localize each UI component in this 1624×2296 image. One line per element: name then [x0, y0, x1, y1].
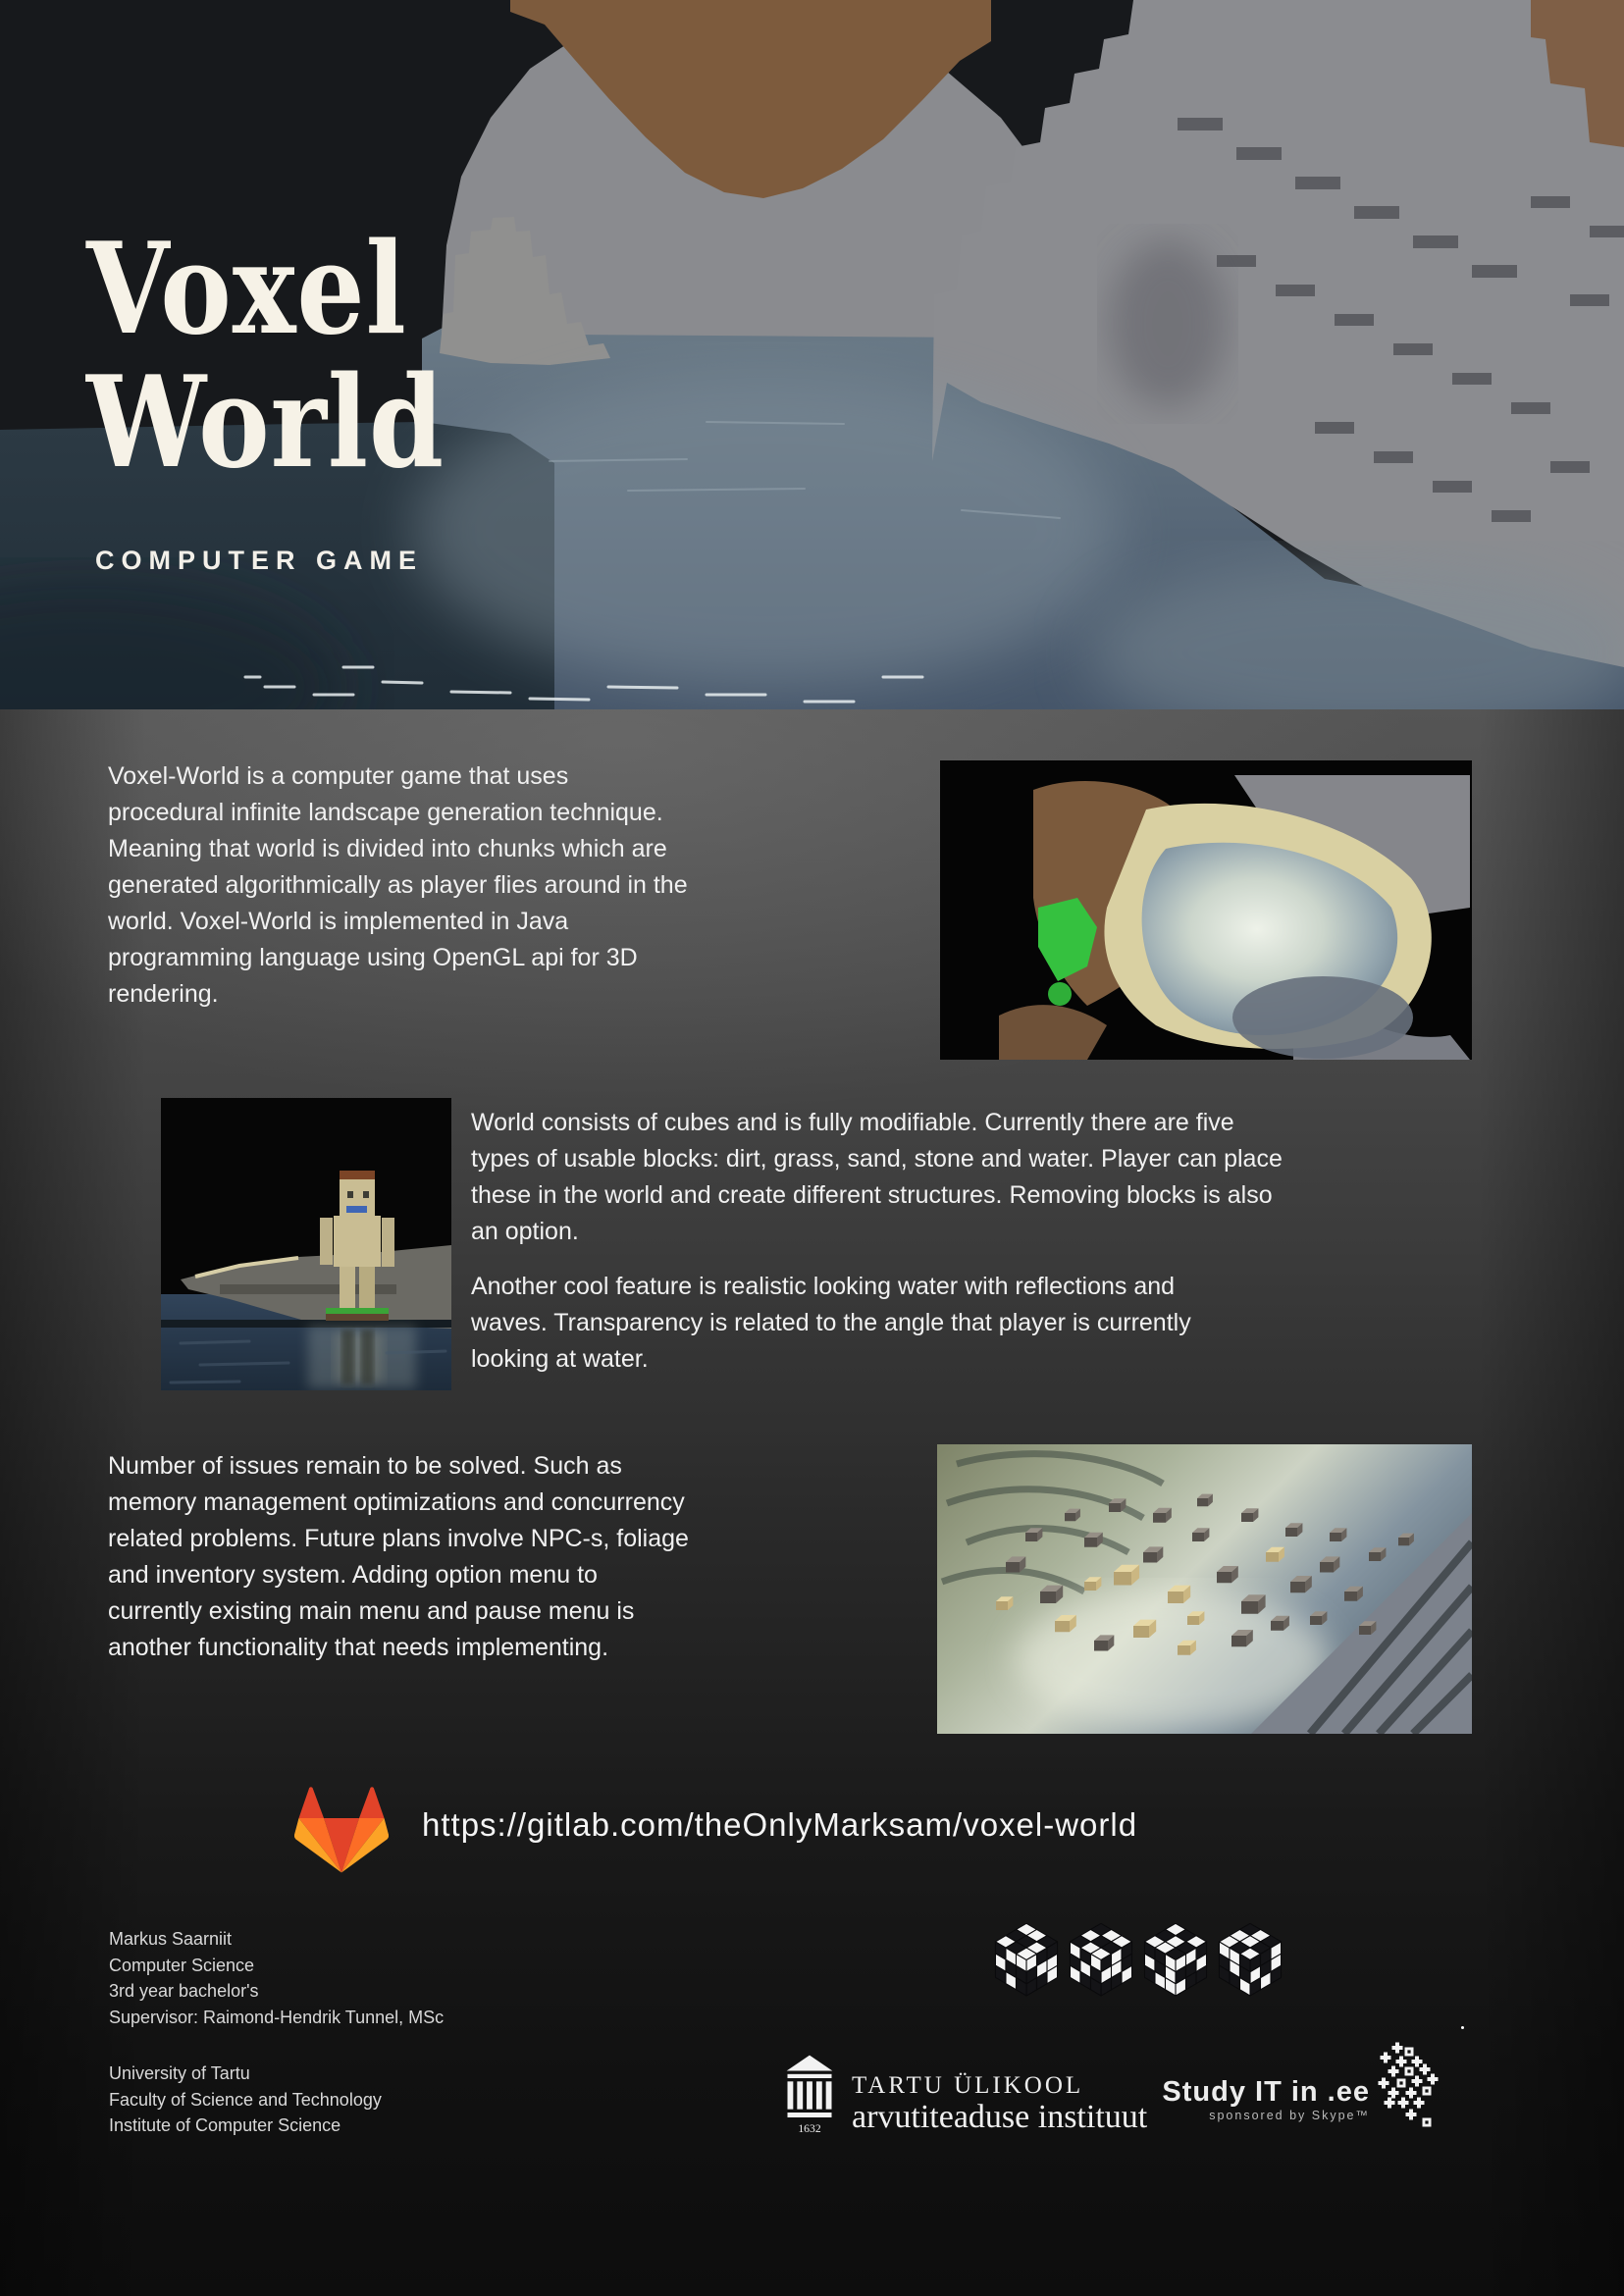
institution-line: University of Tartu	[109, 2063, 250, 2083]
content-section	[0, 709, 1624, 2296]
issues-paragraph	[108, 1448, 689, 1666]
university-founding-year: 1632	[798, 2122, 821, 2135]
paragraph-line: related problems. Future plans involve NPC-s, foliage	[108, 1525, 689, 1552]
author-line: Supervisor: Raimond-Hendrik Tunnel, MSc	[109, 2007, 445, 2027]
study-it-subtitle: sponsored by Skype™	[1209, 2109, 1370, 2122]
paragraph-line: rendering.	[108, 980, 219, 1008]
paragraph-line: Another cool feature is realistic looking water with reflections and	[471, 1273, 1176, 1300]
water-cubes-screenshot	[937, 1444, 1472, 1734]
repo-url: https://gitlab.com/theOnlyMarksam/voxel-world	[422, 1806, 1138, 1843]
rubiks-cube-icon	[1140, 1917, 1211, 2002]
intro-paragraph	[108, 758, 688, 1013]
rubiks-cube-icon	[1066, 1917, 1136, 2002]
paragraph-line: Number of issues remain to be solved. Such as	[108, 1452, 622, 1480]
study-it-title: Study IT in .ee	[1162, 2076, 1370, 2108]
institution-line: Faculty of Science and Technology	[109, 2089, 382, 2110]
university-building-icon	[785, 2052, 834, 2144]
game-title-line1: Voxel	[86, 216, 407, 363]
institution-info	[109, 2061, 382, 2139]
paragraph-line: types of usable blocks: dirt, grass, sand, stone and water. Player can place	[471, 1145, 1283, 1173]
rubiks-cube-icon	[1215, 1917, 1285, 2002]
paragraph-line: and inventory system. Adding option menu to	[108, 1561, 598, 1589]
paragraph-line: World consists of cubes and is fully modifiable. Currently there are five	[471, 1109, 1234, 1136]
paragraph-line: another functionality that needs implementing.	[108, 1634, 609, 1661]
game-title	[86, 216, 445, 496]
gitlab-fox-icon	[294, 1785, 389, 1875]
game-title-line2: World	[86, 348, 445, 496]
author-info	[109, 1926, 444, 2030]
features-paragraphs	[471, 1105, 1283, 1378]
character-screenshot	[161, 1098, 451, 1390]
institution-line: Institute of Computer Science	[109, 2115, 341, 2135]
author-line: Markus Saarniit	[109, 1929, 233, 1949]
paragraph-line: looking at water.	[471, 1345, 649, 1373]
paragraph-line: an option.	[471, 1218, 579, 1245]
paragraph-line: Meaning that world is divided into chunks which are	[108, 835, 667, 862]
author-line: 3rd year bachelor's	[109, 1981, 259, 2001]
paragraph-line: Voxel-World is a computer game that uses	[108, 762, 569, 790]
paragraph-line: procedural infinite landscape generation technique.	[108, 799, 663, 826]
author-line: Computer Science	[109, 1955, 255, 1975]
cs-institute-cubes-logo	[991, 1917, 1285, 2002]
study-it-crosses-icon	[1372, 2040, 1441, 2130]
study-it-logo	[1068, 2077, 1370, 2124]
paragraph-line: programming language using OpenGL api for 3D	[108, 944, 638, 971]
corner-dot	[1461, 2026, 1464, 2029]
paragraph-line: memory management optimizations and concurrency	[108, 1488, 685, 1516]
terrain-aerial-screenshot	[940, 760, 1472, 1060]
hero-section	[0, 0, 1624, 709]
game-subtitle: COMPUTER GAME	[95, 546, 423, 575]
paragraph-line: waves. Transparency is related to the angle that player is currently	[471, 1309, 1191, 1336]
university-name: TARTU ÜLIKOOL	[852, 2072, 1084, 2099]
paragraph-line: currently existing main menu and pause menu is	[108, 1597, 635, 1625]
university-institute: arvutiteaduse instituut	[852, 2099, 1148, 2135]
rubiks-cube-icon	[991, 1917, 1062, 2002]
paragraph-line: world. Voxel-World is implemented in Java	[108, 908, 569, 935]
paragraph-line: generated algorithmically as player flies around in the	[108, 871, 688, 899]
paragraph-line: these in the world and create different structures. Removing blocks is also	[471, 1181, 1273, 1209]
